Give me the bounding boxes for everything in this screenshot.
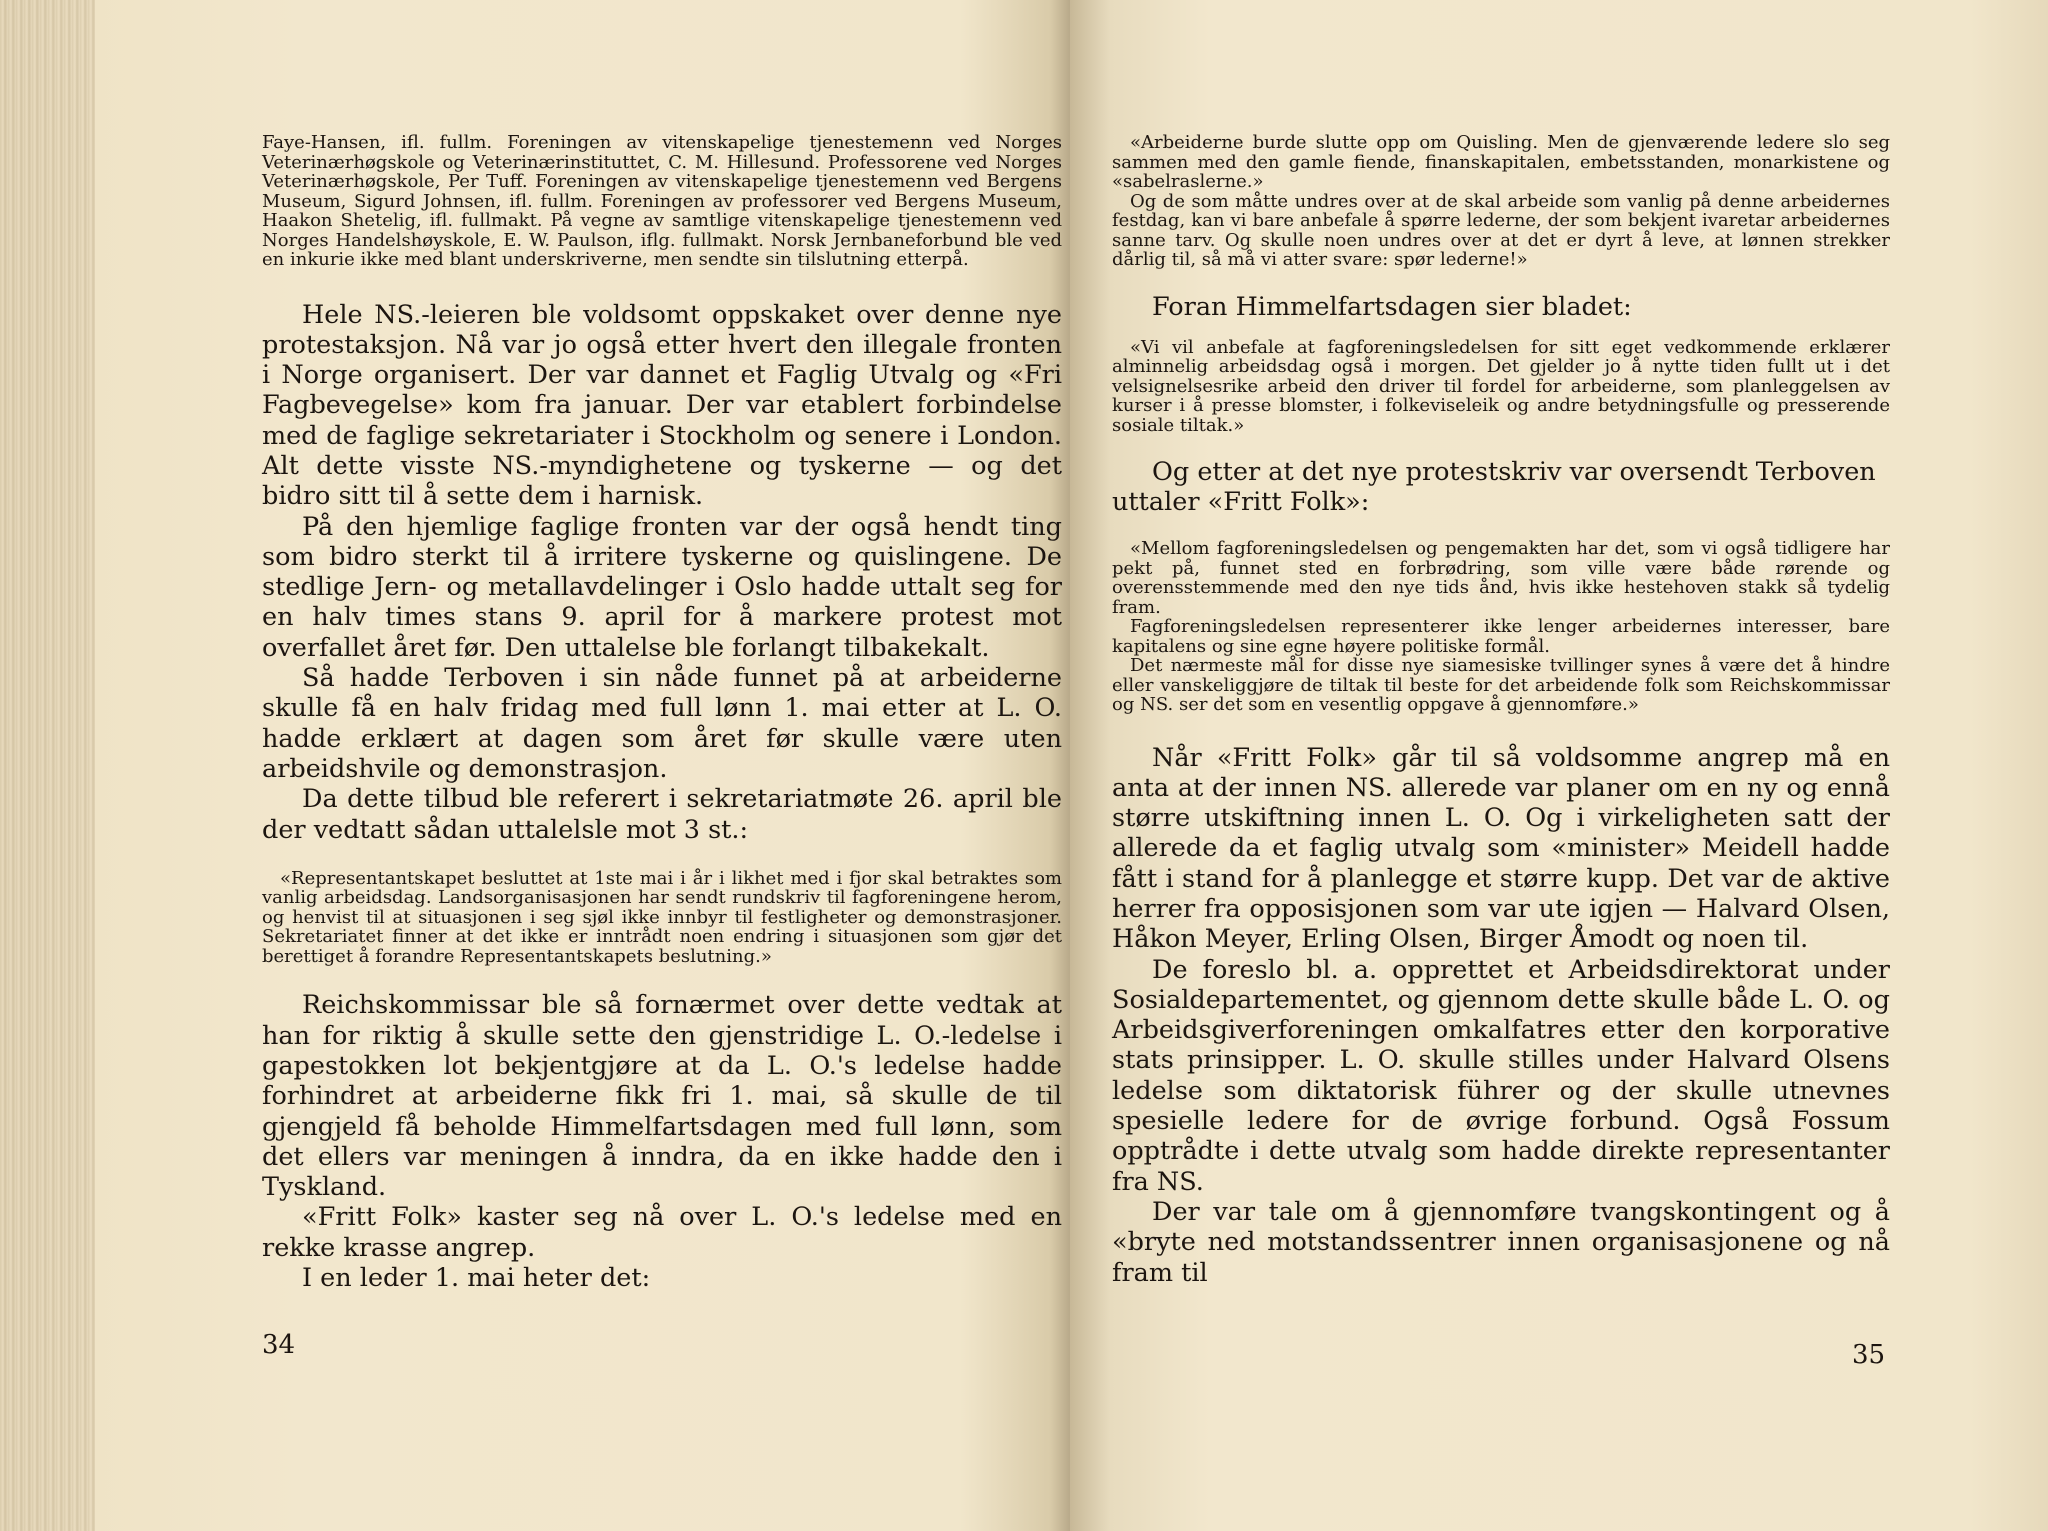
- right-quote-paragraph: Og de som måtte undres over at de skal arbeide som vanlig på denne arbeidernes festdag, kan vi bare anbefale å spørre lederne, der som bekjent ivaretar arbeidernes sanne tarv. Og skulle noen undres over at det er dyrt å leve, at lønnen strekker dårlig til, så må vi atter svare: spør lederne!»: [1112, 190, 1890, 270]
- right-quote-paragraph: «Arbeiderne burde slutte opp om Quisling. Men de gjenværende ledere slo seg sammen med den gamle fiende, finanskapitalen, embetsstanden, monarkistene og «sabelraslerne.»: [1112, 132, 1890, 192]
- right-quote-paragraph: Det nærmeste mål for disse nye siamesiske tvillinger synes å være det å hindre eller vanskeliggjøre de tiltak til beste for det arbeidende folk som Reichskommissar og NS. ser det som en vesentlig oppgave å gjennomføre.»: [1112, 655, 1890, 715]
- right-quote-paragraph: Fagforeningsledelsen representerer ikke lenger arbeidernes interesser, bare kapitalens og sine egne høyere politiske formål.: [1112, 616, 1890, 657]
- page-edge-stack: [0, 0, 95, 1531]
- left-body-paragraph: Reichskommissar ble så fornærmet over dette vedtak at han for riktig å skulle sette den gjenstridige L. O.-ledelse i gapestokken lot bekjentgjøre at da L. O.'s ledelse hadde forhindret at arbeiderne fikk fri 1. mai, så skulle de til gjengjeld få beholde Himmelfartsdagen med full lønn, som det ellers var meningen å inndra, da en ikke hadde den i Tyskland.: [262, 990, 1062, 1203]
- right-text-column: [1112, 133, 1890, 1288]
- left-quote-paragraph: «Representantskapet besluttet at 1ste mai i år i likhet med i fjor skal betraktes som vanlig arbeidsdag. Landsorganisasjonen har sendt rundskriv til fagforeningene herom, og henvist til at situasjonen i seg sjøl ikke innbyr til festligheter og demonstrasjoner. Sekretariatet finner at det ikke er inntrådt noen endring i situasjonen som gjør det berettiget å forandre Representantskapets beslutning.»: [262, 867, 1062, 967]
- left-body-paragraph: «Fritt Folk» kaster seg nå over L. O.'s ledelse med en rekke krasse angrep.: [262, 1202, 1062, 1263]
- right-quote-block-1: [1112, 133, 1890, 270]
- right-heading-1: Foran Himmelfartsdagen sier bladet:: [1152, 291, 1632, 322]
- left-body-paragraph: Da dette tilbud ble referert i sekretariatmøte 26. april ble der vedtatt sådan uttalelsle mot 3 st.:: [262, 784, 1062, 845]
- left-body-block-1: [262, 300, 1062, 845]
- right-body-block: [1112, 743, 1890, 1288]
- page-number-right: 35: [1852, 1340, 1886, 1370]
- right-quote-block-3: [1112, 539, 1890, 715]
- left-intro-block: [262, 133, 1062, 270]
- left-body-paragraph: I en leder 1. mai heter det:: [302, 1263, 651, 1294]
- right-quote-paragraph: «Mellom fagforeningsledelsen og pengemakten har det, som vi også tidligere har pekt på, funnet sted en forbrødring, som ville være både rørende og overensstemmende med den nye tids ånd, hvis ikke hestehoven stakk så tydelig fram.: [1112, 538, 1890, 618]
- left-text-column: [262, 133, 1062, 1293]
- left-body-paragraph: På den hjemlige faglige fronten var der også hendt ting som bidro sterkt til å irritere tyskerne og quislingene. De stedlige Jern- og metallavdelinger i Oslo hadde uttalt seg for en halv times stans 9. april for å markere protest mot overfallet året før. Den uttalelse ble forlangt tilbakekalt.: [262, 511, 1062, 663]
- left-body-paragraph: Så hadde Terboven i sin nåde funnet på at arbeiderne skulle få en halv fridag med full lønn 1. mai etter at L. O. hadde erklært at dagen som året før skulle være uten arbeidshvile og demonstrasjon.: [262, 663, 1062, 784]
- right-body-paragraph: Når «Fritt Folk» går til så voldsomme angrep må en anta at der innen NS. allerede var planer om en ny og ennå større utskiftning innen L. O. Og i virkeligheten satt der allerede da et faglig utvalg som «minister» Meidell hadde fått i stand for å planlegge et større kupp. Det var de aktive herrer fra opposisjonen som var ute igjen — Halvard Olsen, Håkon Meyer, Erling Olsen, Birger Åmodt og noen til.: [1112, 742, 1890, 955]
- page-number-left: 34: [262, 1330, 296, 1360]
- right-page: [1070, 0, 2048, 1531]
- right-heading-2: Og etter at det nye protestskriv var oversendt Terboven uttaler «Fritt Folk»:: [1112, 457, 1876, 517]
- right-body-paragraph: De foreslo bl. a. opprettet et Arbeidsdirektorat under Sosialdepartementet, og gjennom dette skulle både L. O. og Arbeidsgiverforeningen omkalfatres etter den korporative stats prinsipper. L. O. skulle stilles under Halvard Olsens ledelse som diktatorisk führer og der skulle utnevnes spesielle ledere for de øvrige forbund. Også Fossum opptrådte i dette utvalg som hadde direkte representanter fra NS.: [1112, 954, 1890, 1197]
- left-intro-paragraph: Faye-Hansen, ifl. fullm. Foreningen av vitenskapelige tjenestemenn ved Norges Veterinærhøgskole og Veterinærinstituttet, C. M. Hillesund. Professorene ved Norges Veterinærhøgskole, Per Tuff. Foreningen av vitenskapelige tjenestemenn ved Bergens Museum, Sigurd Johnsen, ifl. fullm. Foreningen av professorer ved Bergens Museum, Haakon Shetelig, ifl. fullmakt. På vegne av samtlige vitenskapelige tjenestemenn ved Norges Handelshøyskole, E. W. Paulson, iflg. fullmakt. Norsk Jernbaneforbund ble ved en inkurie ikke med blant underskriverne, men sendte sin tilslutning etterpå.: [262, 132, 1062, 270]
- right-quote-paragraph: «Vi vil anbefale at fagforeningsledelsen for sitt eget vedkommende erklærer alminnelig arbeidsdag også i morgen. Det gjelder jo å nytte tiden fullt ut i det velsignelsesrike arbeid den driver til fordel for arbeiderne, som planleggelsen av kurser i å presse blomster, i folkeviseleik og andre betydningsfulle og presserende sosiale tiltak.»: [1112, 336, 1890, 436]
- right-quote-block-2: [1112, 338, 1890, 436]
- left-quote-block: [262, 869, 1062, 967]
- right-body-paragraph: Der var tale om å gjennomføre tvangskontingent og å «bryte ned motstandssentrer innen organisasjonene og nå fram til: [1112, 1196, 1890, 1288]
- left-body-block-2: [262, 990, 1062, 1293]
- left-body-paragraph: Hele NS.-leieren ble voldsomt oppskaket over denne nye protestaksjon. Nå var jo også etter hvert den illegale fronten i Norge organisert. Der var dannet et Faglig Utvalg og «Fri Fagbevegelse» kom fra januar. Der var etablert forbindelse med de faglige sekretariater i Stockholm og senere i London. Alt dette visste NS.-myndighetene og tyskerne — og det bidro sitt til å sette dem i harnisk.: [262, 299, 1062, 512]
